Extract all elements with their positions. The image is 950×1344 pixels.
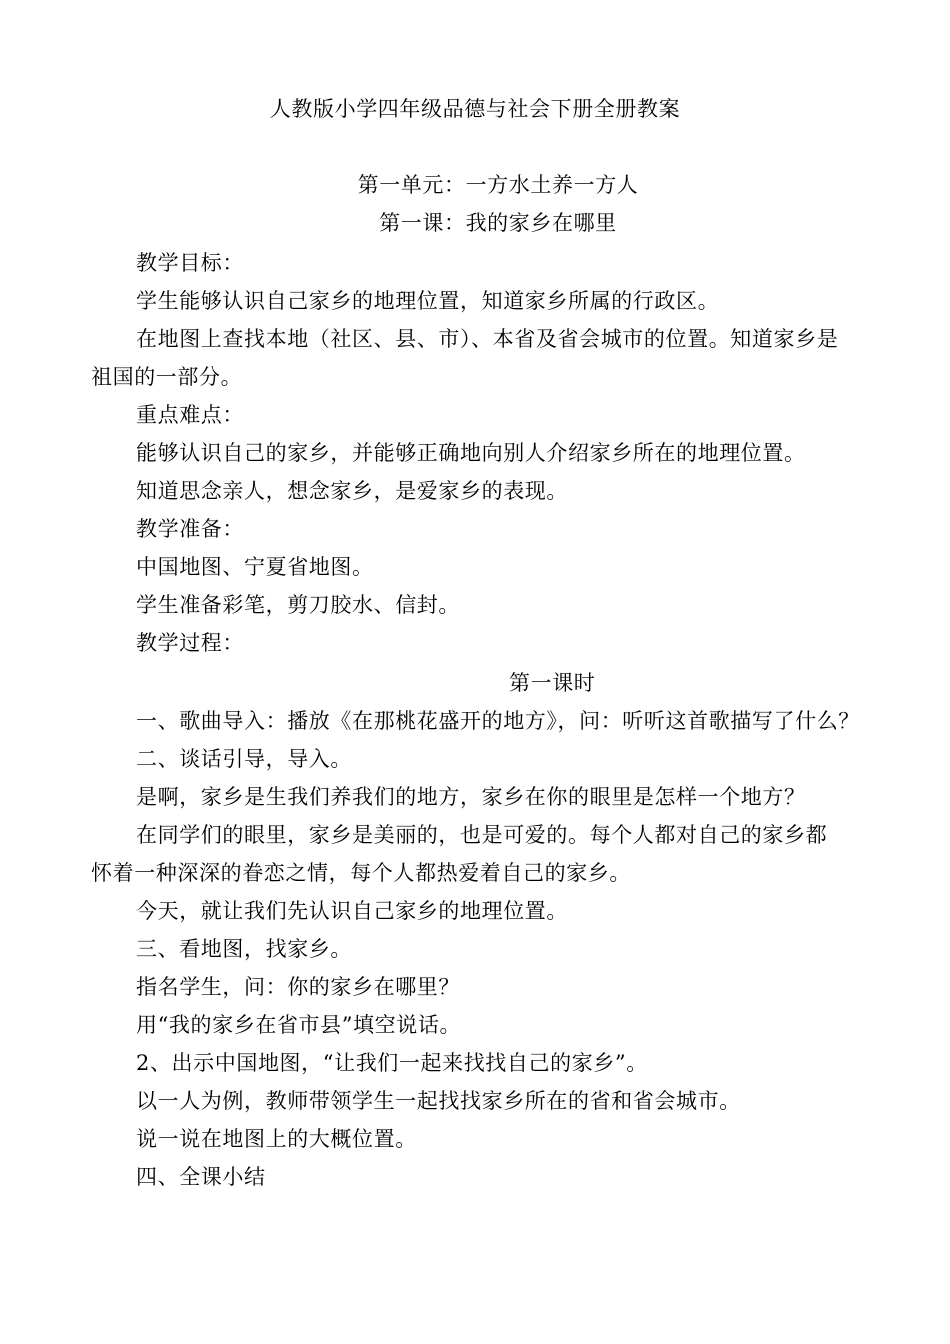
paragraph: 中国地图、宁夏省地图。 [136,555,374,579]
step-line: 今天，就让我们先认识自己家乡的地理位置。 [136,899,568,923]
paragraph: 祖国的一部分。 [91,365,243,389]
step-line: 怀着一种深深的眷恋之情，每个人都热爱着自己的家乡。 [91,861,631,885]
paragraph: 教学过程： [136,631,244,655]
paragraph: 知道思念亲人，想念家乡，是爱家乡的表现。 [136,479,568,503]
paragraph: 在地图上查找本地（社区、县、市）、本省及省会城市的位置。知道家乡是 [136,327,839,351]
step-line: 三、看地图，找家乡。 [136,937,352,961]
lesson-heading: 第一课：我的家乡在哪里 [379,211,617,235]
step-line: 说一说在地图上的大概位置。 [136,1127,417,1151]
paragraph: 教学准备： [136,517,244,541]
period-heading: 第一课时 [509,671,596,695]
paragraph: 能够认识自己的家乡，并能够正确地向别人介绍家乡所在的地理位置。 [136,441,806,465]
paragraph: 教学目标： [136,251,244,275]
document-title: 人教版小学四年级品德与社会下册全册教案 [269,97,681,121]
paragraph: 重点难点： [136,403,244,427]
step-line: 在同学们的眼里，家乡是美丽的，也是可爱的。每个人都对自己的家乡都 [136,823,828,847]
step-line: 四、全课小结 [136,1165,266,1189]
step-line: 用“我的家乡在省市县”填空说话。 [136,1013,462,1037]
paragraph: 学生准备彩笔，剪刀胶水、信封。 [136,593,460,617]
step-line: 指名学生，问：你的家乡在哪里？ [136,975,460,999]
step-line: 以一人为例，教师带领学生一起找找家乡所在的省和省会城市。 [136,1089,741,1113]
step-line: 2、出示中国地图，“让我们一起来找找自己的家乡”。 [136,1051,648,1075]
step-line: 是啊，家乡是生我们养我们的地方，家乡在你的眼里是怎样一个地方？ [136,785,806,809]
paragraph: 学生能够认识自己家乡的地理位置，知道家乡所属的行政区。 [136,289,720,313]
step-line: 二、谈话引导，导入。 [136,747,352,771]
unit-heading: 第一单元：一方水土养一方人 [357,173,639,197]
step-line: 一、歌曲导入：播放《在那桃花盛开的地方》，问：听听这首歌描写了什么？ [136,709,860,733]
